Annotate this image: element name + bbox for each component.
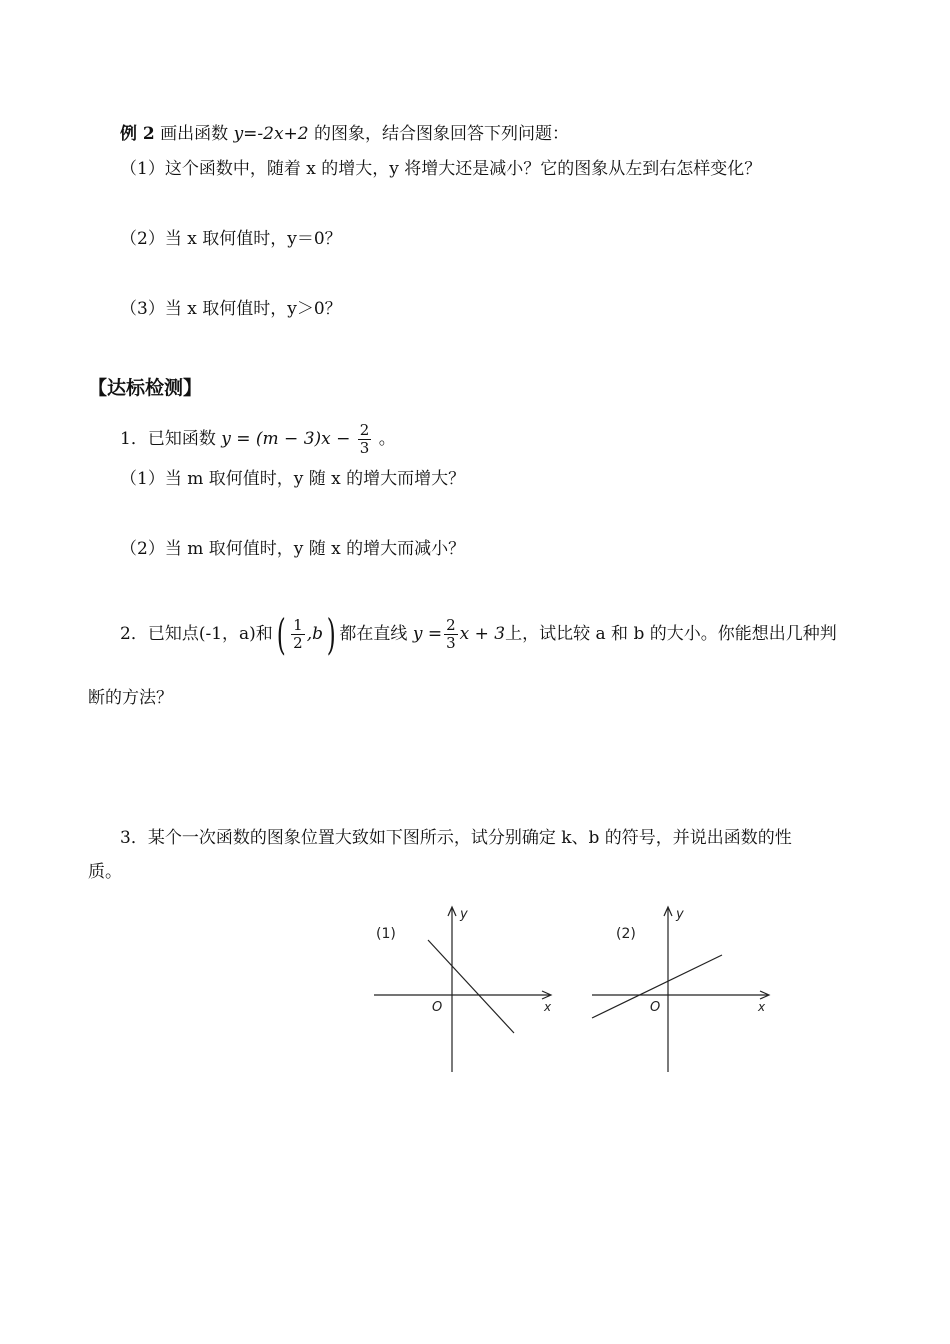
problem-2-point-fraction	[291, 617, 305, 652]
problem-3-line-1: 3．某个一次函数的图象位置大致如下图所示，试分别确定 k、b 的符号，并说出函数的性	[120, 828, 792, 848]
figure-2-origin: O	[650, 1000, 661, 1015]
figure-1-x-label: x	[544, 1000, 552, 1014]
figure-1	[368, 898, 568, 1076]
problem-1-frac-den: 3	[359, 439, 370, 457]
problem-2-point-b: ,b	[306, 624, 324, 644]
problem-2-line-post: x + 3	[459, 624, 506, 644]
figure-2-y-label: y	[676, 907, 684, 922]
open-paren: (	[276, 609, 286, 659]
example-title	[120, 122, 569, 146]
problem-2-point-den: 2	[293, 634, 303, 652]
figure-2-label: (2)	[616, 926, 636, 942]
example-question-2: （2）当 x 取何值时，y＝0？	[120, 229, 342, 249]
figure-1-function-line	[428, 940, 514, 1033]
problem-2-line-den: 3	[446, 634, 456, 652]
figure-1-y-label: y	[460, 907, 468, 922]
problem-2-line-num: 2	[446, 616, 456, 634]
example-title-post: 的图象，结合图象回答下列问题：	[314, 124, 570, 144]
problem-1-intro	[120, 422, 396, 457]
figure-1-origin: O	[432, 1000, 443, 1015]
figure-1-label: (1)	[376, 926, 396, 942]
problem-1-fraction	[358, 422, 372, 457]
example-equation: y=-2x+2	[233, 124, 309, 144]
example-question-1: （1）这个函数中，随着 x 的增大，y 将增大还是减小？它的图象从左到右怎样变化？	[120, 159, 762, 179]
problem-2-line-fraction	[444, 617, 458, 652]
problem-2-point-num: 1	[293, 616, 303, 634]
example-question-3: （3）当 x 取何值时，y＞0？	[120, 299, 342, 319]
problem-2-text	[120, 609, 837, 659]
problem-1-formula: y = (m − 3)x −	[221, 429, 351, 449]
problem-2-mid: 都在直线	[339, 624, 408, 644]
figure-2	[586, 898, 786, 1076]
example-title-pre: 画出函数	[160, 124, 229, 144]
problem-1-question-2: （2）当 m 取何值时，y 随 x 的增大而减小？	[120, 539, 466, 559]
problem-1-question-1: （1）当 m 取何值时，y 随 x 的增大而增大？	[120, 469, 466, 489]
problem-2-pre: 2．已知点(-1，a)和	[120, 624, 273, 644]
problem-1-frac-num: 2	[359, 421, 370, 439]
figure-2-x-label: x	[758, 1000, 766, 1014]
problem-1-intro-post: 。	[378, 429, 396, 449]
close-paren: )	[326, 609, 336, 659]
problem-2-post: 上，试比较 a 和 b 的大小。你能想出几种判	[505, 624, 837, 644]
problem-3-line-2: 质。	[88, 862, 122, 882]
problem-2-continuation: 断的方法？	[88, 688, 173, 708]
problem-1-intro-pre: 1．已知函数	[120, 429, 216, 449]
problem-2-line-pre: y =	[412, 624, 443, 644]
section-title: 【达标检测】	[88, 377, 203, 399]
example-label: 例 2	[120, 124, 155, 144]
